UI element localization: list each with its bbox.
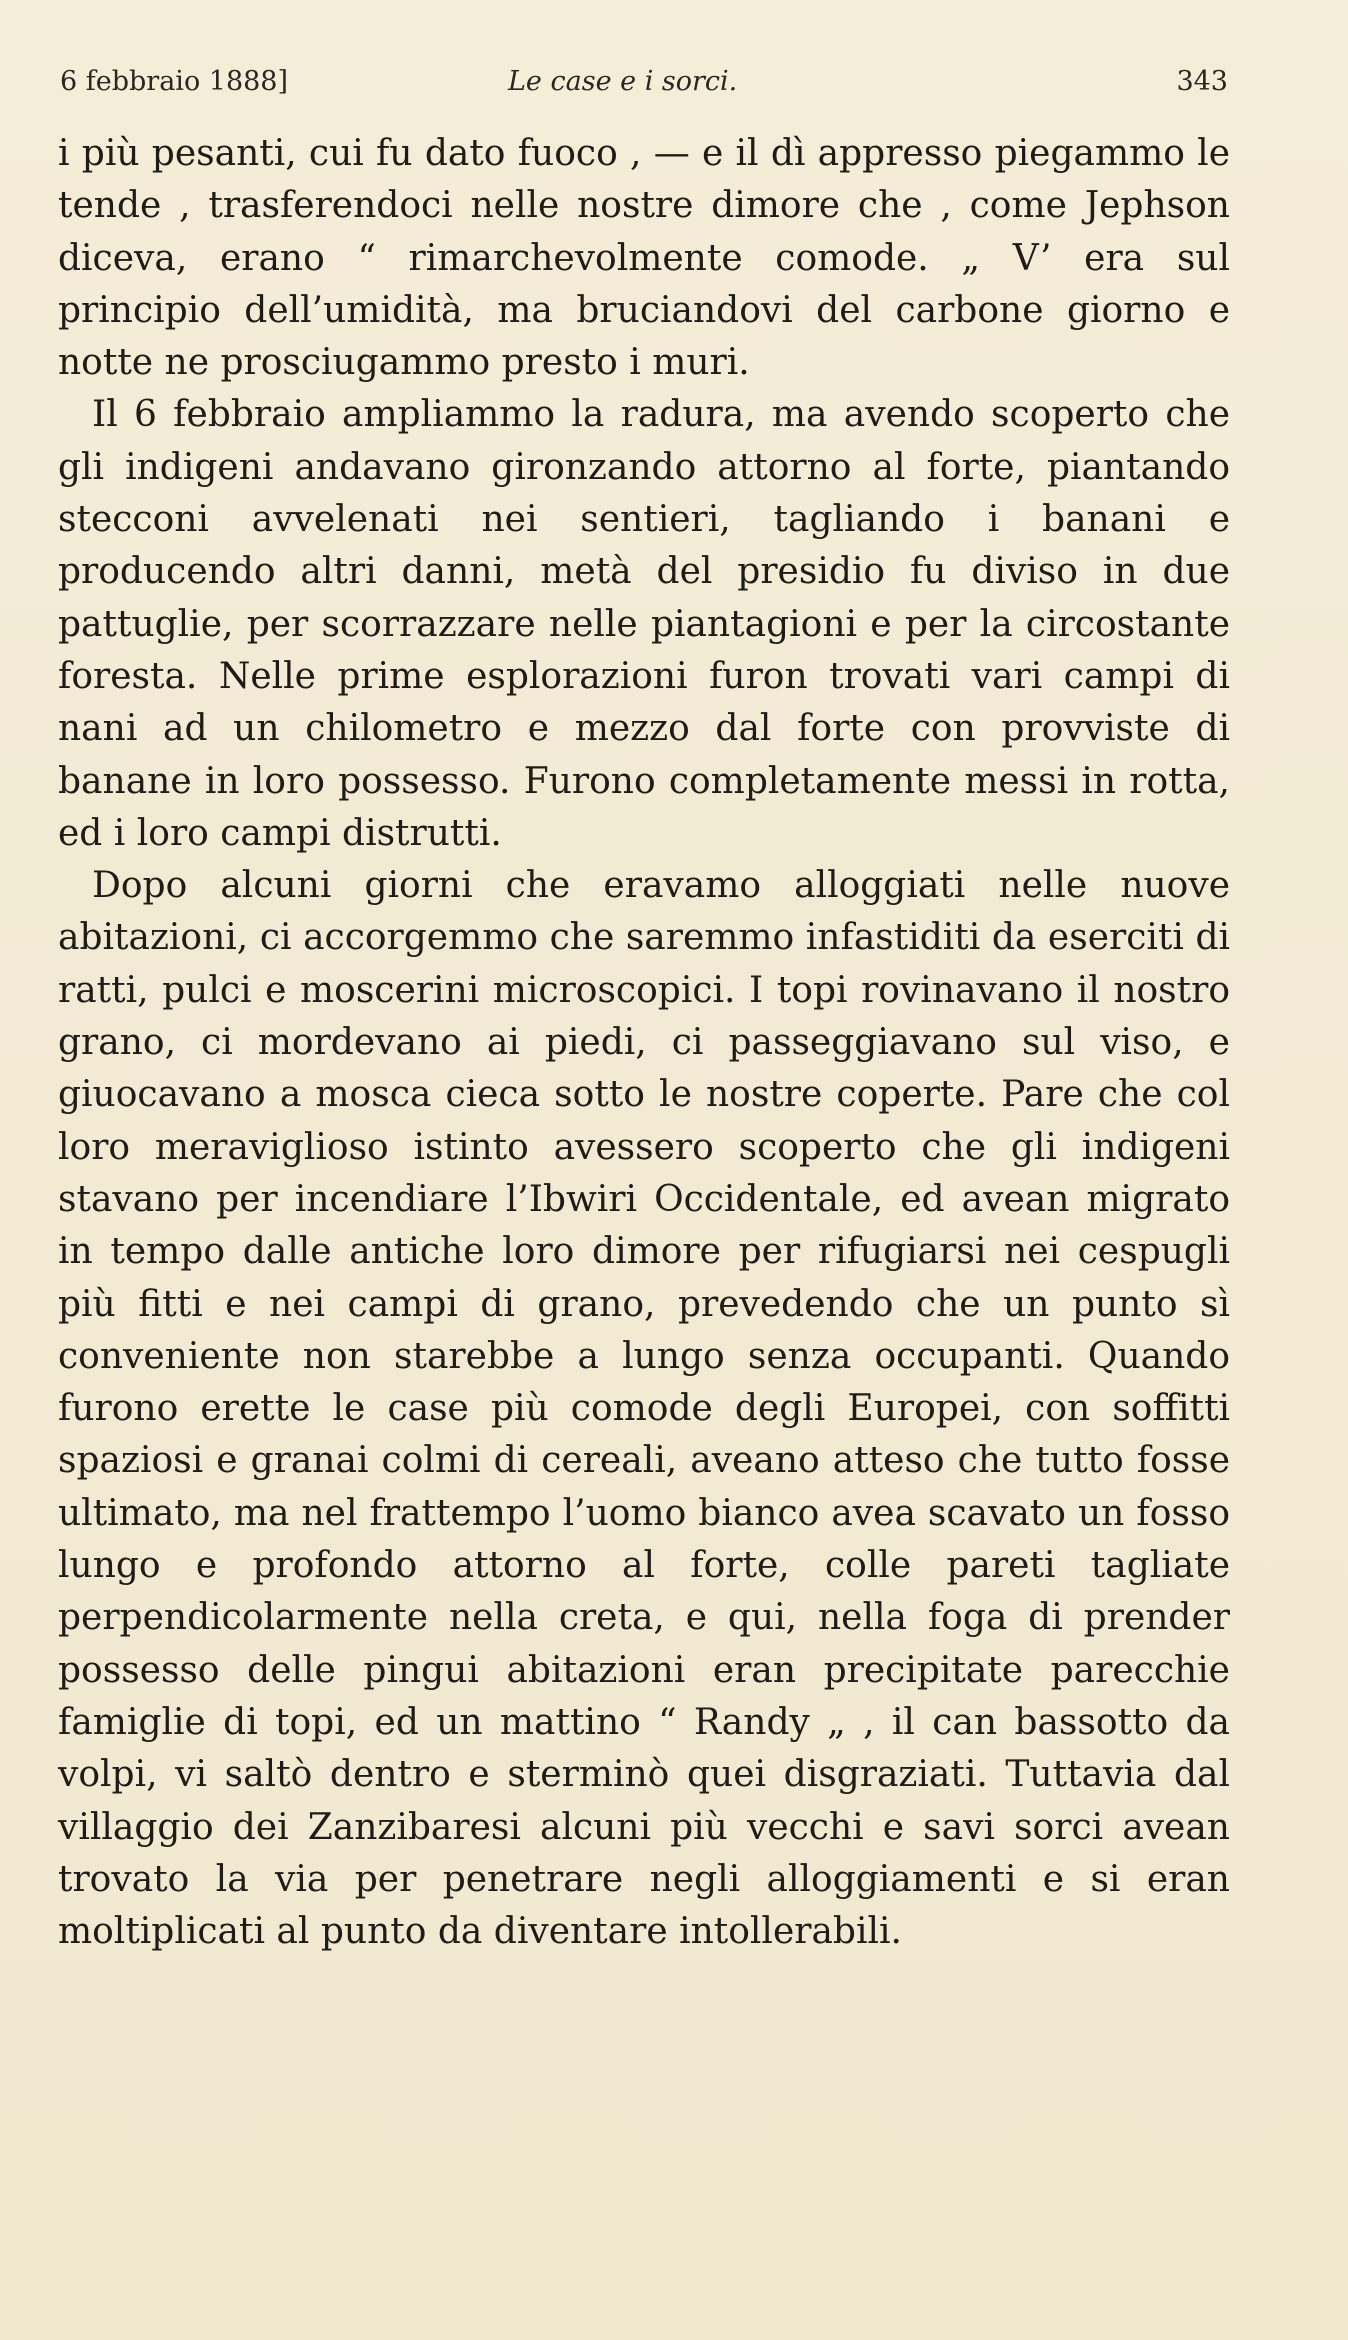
header-title: Le case e i sorci. [508, 66, 738, 97]
paragraph-rats: Dopo alcuni giorni che eravamo alloggiati nelle nuove abitazioni, ci accorgemmo che saremmo infastiditi da eserciti di ratti, pulci e moscerini microscopici. I topi rovinavano il nostro grano, ci mordevano ai piedi, ci passeggiavano sul viso, e giuocavano a mosca cieca sotto le nostre coperte. Pare che col loro meraviglioso istinto avessero scoperto che gli indigeni stavano per incendiare l’Ibwiri Occidentale, ed avean migrato in tempo dalle antiche loro dimore per rifugiarsi nei cespugli più fitti e nei campi di grano, prevedendo che un punto sì conveniente non starebbe a lungo senza occupanti. Quando furono erette le case più comode degli Europei, con soffitti spaziosi e granai colmi di cereali, aveano atteso che tutto fosse ultimato, ma nel frattempo l’uomo bianco avea scavato un fosso lungo e profondo attorno al forte, colle pareti tagliate perpendicolarmente nella creta, e qui, nella foga di prender possesso delle pingui abitazioni eran precipitate parecchie famiglie di topi, ed un mattino “ Randy „ , il can bassotto da volpi, vi saltò dentro e sterminò quei disgraziati. Tuttavia dal villaggio dei Zanzibaresi alcuni più vecchi e savi sorci avean trovato la via per penetrare negli alloggiamenti e si eran moltiplicati al punto da diventare intollerabili. [58, 865, 1230, 1953]
paragraph-continued: i più pesanti, cui fu dato fuoco , — e il dì appresso piegammo le tende , trasferendoci nelle nostre dimore che , come Jephson diceva, erano “ rimarchevolmente comode. „ V’ era sul principio dell’umidità, ma bruciandovi del carbone giorno e notte ne prosciugammo presto i muri. [58, 133, 1230, 384]
header-date: 6 febbraio 1888] [60, 66, 289, 97]
running-head [60, 66, 1228, 106]
page-number: 343 [1176, 66, 1228, 97]
body-text [58, 128, 1230, 1958]
paragraph-february-6: Il 6 febbraio ampliammo la radura, ma avendo scoperto che gli indigeni andavano gironzando attorno al forte, piantando stecconi avvelenati nei sentieri, tagliando i banani e producendo altri danni, metà del presidio fu diviso in due pattuglie, per scorrazzare nelle piantagioni e per la circostante foresta. Nelle prime esplorazioni furon trovati vari campi di nani ad un chilometro e mezzo dal forte con provviste di banane in loro possesso. Furono completamente messi in rotta, ed i loro campi distrutti. [58, 394, 1230, 854]
